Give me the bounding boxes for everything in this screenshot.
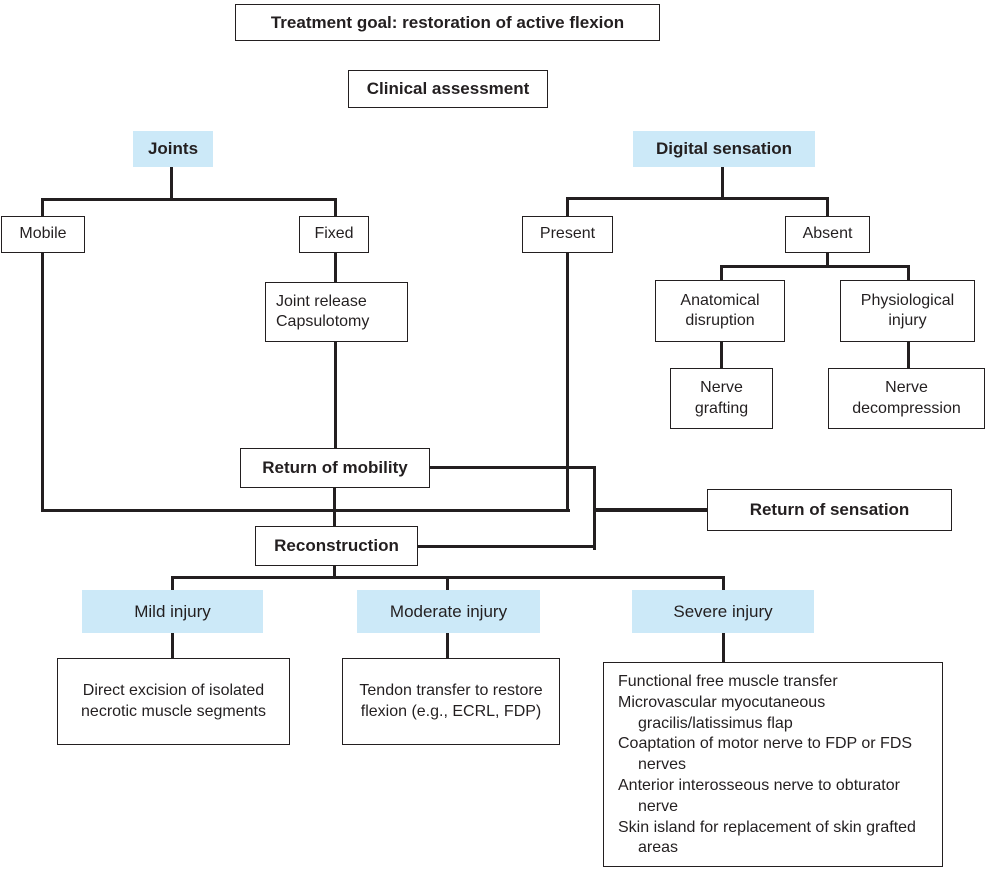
connector-physiological-to-decompression (907, 342, 910, 368)
connector-mild-to-treatment (171, 633, 174, 658)
connector-fixed-to-jointrelease (334, 253, 337, 282)
node-reconstruction: Reconstruction (255, 526, 418, 566)
node-joints: Joints (133, 131, 213, 167)
node-mild-treatment: Direct excision of isolated necrotic muscle segments (57, 658, 290, 745)
connector-reconstruction-right (418, 545, 596, 548)
joint-release-line1: Joint release (276, 292, 367, 310)
node-nerve-decompression: Nerve decompression (828, 368, 985, 429)
node-severe-injury: Severe injury (632, 590, 814, 633)
connector-fixed-drop (334, 198, 337, 216)
connector-sensation-horizontal (596, 508, 707, 512)
node-return-of-sensation: Return of sensation (707, 489, 952, 531)
severe-treatment-list (618, 672, 930, 859)
connector-moderate-drop (446, 576, 449, 590)
node-absent: Absent (785, 216, 870, 253)
severe-treatment-item: Functional free muscle transfer (618, 673, 838, 690)
node-clinical-assessment: Clinical assessment (348, 70, 548, 108)
node-fixed: Fixed (299, 216, 369, 253)
connector-absent-rail (720, 265, 910, 268)
severe-treatment-item: Coaptation of motor nerve to FDP or FDS nerves (618, 735, 913, 774)
node-digital-sensation: Digital sensation (633, 131, 815, 167)
connector-anatomical-to-grafting (720, 342, 723, 368)
node-present: Present (522, 216, 613, 253)
connector-jointrelease-to-mobility (334, 342, 337, 448)
connector-absent-drop (826, 197, 829, 216)
connector-mobile-long (41, 253, 44, 512)
connector-mobility-right (430, 466, 596, 469)
connector-digital-rail (566, 197, 829, 200)
connector-mobility-bottom (333, 488, 336, 526)
node-return-of-mobility: Return of mobility (240, 448, 430, 488)
connector-mobile-drop (41, 198, 44, 216)
connector-moderate-to-treatment (446, 633, 449, 658)
connector-severe-drop (722, 576, 725, 590)
severe-treatment-item: Anterior interosseous nerve to obturator nerve (618, 776, 900, 815)
node-moderate-injury: Moderate injury (357, 590, 540, 633)
connector-severe-to-treatment (722, 633, 725, 662)
connector-mild-drop (171, 576, 174, 590)
connector-present-drop (566, 197, 569, 216)
connector-merge-horizontal (41, 509, 570, 512)
node-anatomical-disruption: Anatomical disruption (655, 280, 785, 342)
severe-treatment-item: Skin island for replacement of skin grafted areas (618, 818, 916, 857)
node-physiological-injury: Physiological injury (840, 280, 975, 342)
connector-present-long (566, 253, 569, 512)
connector-joints-rail (41, 198, 337, 201)
node-nerve-grafting: Nerve grafting (670, 368, 773, 429)
node-severe-treatments (603, 662, 943, 867)
connector-anatomical-drop (720, 265, 723, 280)
joint-release-line2: Capsulotomy (276, 313, 370, 330)
connector-joints-stem (170, 167, 173, 198)
node-moderate-treatment: Tendon transfer to restore flexion (e.g., ECRL, FDP) (342, 658, 560, 745)
node-treatment-goal: Treatment goal: restoration of active flexion (235, 4, 660, 41)
connector-digital-stem (721, 167, 724, 197)
severe-treatment-item: Microvascular myocutaneous gracilis/latissimus flap (618, 693, 826, 732)
node-mobile: Mobile (1, 216, 85, 253)
connector-reconstruction-bottom (333, 566, 336, 576)
node-mild-injury: Mild injury (82, 590, 263, 633)
connector-physiological-drop (907, 265, 910, 280)
node-joint-release (265, 282, 408, 342)
